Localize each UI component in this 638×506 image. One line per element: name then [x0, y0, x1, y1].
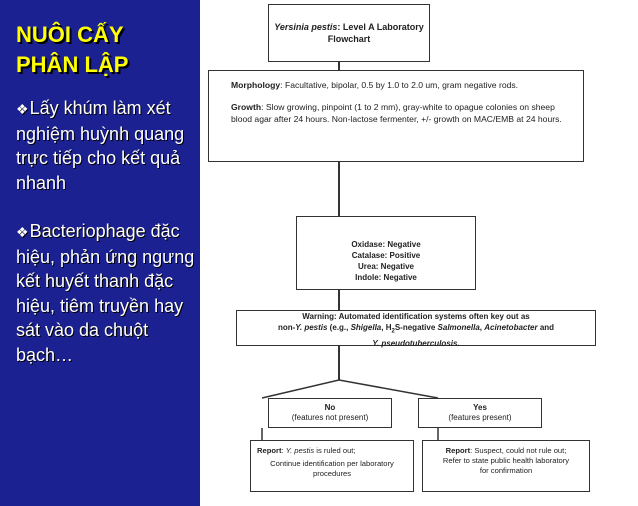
- warning-box: [236, 310, 596, 346]
- test-oxidase: Oxidase: Negative: [351, 240, 421, 249]
- growth-value: : Slow growing, pinpoint (1 to 2 mm), gray-white to opague colonies on sheep blood agar after 24 hours. Non-lactose fermenter, +/- growth on MAC/EMB at 24 hours.: [231, 102, 562, 124]
- morphology-value: : Facultative, bipolar, 0.5 by 1.0 to 2.0 um, gram negative rods.: [280, 80, 519, 90]
- no-box: [268, 398, 392, 428]
- diamond-bullet-icon: ❖: [16, 224, 29, 240]
- yes-box: [418, 398, 542, 428]
- header-rest: : Level A Laboratory: [337, 22, 424, 32]
- warning-part: Y. pseudotuberculosis: [372, 338, 458, 348]
- warning-part: S-negative: [394, 323, 438, 332]
- bullet-text: Lấy khúm làm xét nghiệm huỳnh quang trực tiếp cho kết quả nhanh: [16, 98, 185, 193]
- growth-label: Growth: [231, 102, 262, 112]
- no-subtitle: (features not present): [291, 413, 369, 422]
- warning-part: Acinetobacter: [484, 323, 538, 332]
- report-label: Report: [445, 446, 471, 455]
- report-part: :: [281, 446, 286, 455]
- report-yes-action: Refer to state public health laboratory for confirmation: [442, 456, 570, 475]
- flowchart-header-line2: Flowchart: [327, 34, 371, 44]
- report-no-action: Continue identification per laboratory procedures: [270, 459, 394, 478]
- biochemical-tests-box: [296, 216, 476, 290]
- warning-part: Y. pestis: [295, 323, 328, 332]
- report-yes-line1: [429, 446, 583, 456]
- warning-line3: [237, 338, 595, 349]
- report-organism: Y. pestis: [285, 446, 315, 455]
- warning-label: Warning:: [302, 312, 337, 321]
- warning-part: 2: [391, 328, 395, 335]
- morphology-label: Morphology: [231, 80, 281, 90]
- test-urea: Urea: Negative: [357, 262, 415, 271]
- bullet-list: [16, 96, 196, 391]
- flowchart-header-box: [268, 4, 430, 62]
- test-catalase: Catalase: Positive: [351, 251, 421, 260]
- warning-part: ,: [479, 323, 485, 332]
- report-part: is ruled out;: [314, 446, 356, 455]
- morphology-growth-box: [208, 70, 584, 162]
- warning-part: and: [537, 323, 555, 332]
- warning-part: non-: [277, 323, 296, 332]
- yes-subtitle: (features present): [448, 413, 512, 422]
- report-part: : Suspect, could not rule out;: [470, 446, 567, 455]
- bullet-item: [16, 219, 196, 367]
- report-yes-box: [422, 440, 590, 492]
- warning-text: Automated identification systems often key out as: [336, 312, 530, 321]
- flowchart-header-line1: [269, 21, 429, 33]
- organism-name: Yersinia pestis: [274, 22, 338, 32]
- report-no-box: [250, 440, 414, 492]
- warning-line1: [237, 311, 595, 322]
- flowchart-panel: [200, 0, 638, 506]
- bullet-item: [16, 96, 196, 195]
- warning-part: Salmonella: [437, 323, 480, 332]
- warning-part: .: [457, 338, 460, 348]
- no-title: No: [324, 403, 336, 412]
- warning-part: (e.g.,: [327, 323, 351, 332]
- report-no-line1: [257, 446, 407, 456]
- yes-title: Yes: [473, 403, 487, 412]
- diamond-bullet-icon: ❖: [16, 101, 29, 117]
- warning-part: , H: [381, 323, 392, 332]
- growth-text: [231, 101, 573, 125]
- test-indole: Indole: Negative: [355, 273, 417, 282]
- slide-title: NUÔI CẤY PHÂN LẬP: [16, 22, 129, 77]
- report-label: Report: [257, 446, 282, 455]
- bullet-text: Bacteriophage đặc hiệu, phản ứng ngưng kết huyết thanh đặc hiệu, tiêm truyền hay sát vào da chuột bạch…: [16, 221, 195, 365]
- warning-line2: [237, 322, 595, 338]
- morphology-text: [231, 79, 573, 91]
- warning-part: Shigella: [350, 323, 382, 332]
